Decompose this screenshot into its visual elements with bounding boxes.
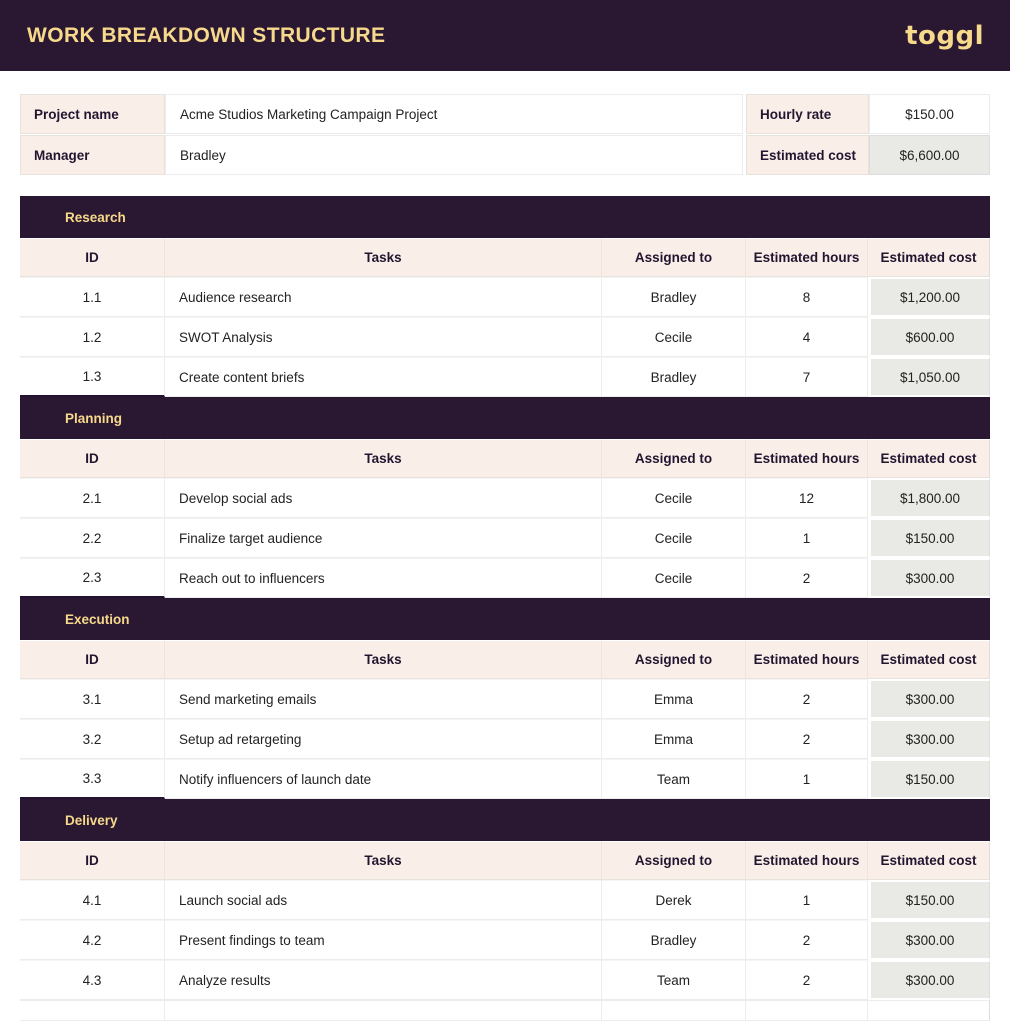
estimated-cost-label: Estimated cost: [746, 135, 869, 175]
cell-task: Reach out to influencers: [165, 558, 602, 598]
table-row: [20, 357, 990, 397]
cell-assigned: Team: [602, 759, 746, 799]
project-name-row: [20, 94, 743, 134]
cell-task: Send marketing emails: [165, 679, 602, 719]
cell-task: Develop social ads: [165, 478, 602, 518]
manager-value: Bradley: [165, 135, 743, 175]
table-row: [20, 920, 990, 960]
section-title: Delivery: [65, 812, 118, 828]
cell-cost: $1,200.00: [868, 277, 990, 317]
project-info-right: [746, 94, 990, 175]
section-title: Execution: [65, 611, 130, 627]
cell-assigned: Derek: [602, 880, 746, 920]
empty-cell: [165, 1000, 602, 1021]
cell-id: 3.1: [20, 679, 165, 719]
table-row: [20, 719, 990, 759]
cell-cost: $300.00: [868, 719, 990, 759]
table-row: [20, 759, 990, 799]
cell-hours: 1: [746, 759, 868, 799]
hourly-rate-label: Hourly rate: [746, 94, 869, 134]
section-header: [20, 799, 990, 841]
cell-cost: $150.00: [868, 759, 990, 799]
cell-id: 2.1: [20, 478, 165, 518]
manager-label: Manager: [20, 135, 165, 175]
column-header-id: ID: [20, 640, 165, 679]
column-header-tasks: Tasks: [165, 841, 602, 880]
manager-row: [20, 135, 743, 175]
cell-cost: $1,050.00: [868, 357, 990, 397]
hourly-rate-row: [746, 94, 990, 134]
column-header-estimated-cost: Estimated cost: [868, 841, 990, 880]
column-header-estimated-hours: Estimated hours: [746, 841, 868, 880]
table-row: [20, 317, 990, 357]
table-row: [20, 558, 990, 598]
cell-cost: $300.00: [868, 960, 990, 1000]
page-content: [20, 94, 990, 1021]
column-header-assigned-to: Assigned to: [602, 640, 746, 679]
empty-row: [20, 1000, 990, 1021]
column-header-tasks: Tasks: [165, 238, 602, 277]
cell-task: Setup ad retargeting: [165, 719, 602, 759]
cell-assigned: Cecile: [602, 317, 746, 357]
table-row: [20, 880, 990, 920]
column-header-estimated-cost: Estimated cost: [868, 439, 990, 478]
estimated-cost-value: $6,600.00: [869, 135, 990, 175]
wbs-section: [20, 799, 990, 1000]
cell-assigned: Emma: [602, 679, 746, 719]
column-header-row: [20, 640, 990, 679]
column-header-id: ID: [20, 238, 165, 277]
column-header-estimated-cost: Estimated cost: [868, 238, 990, 277]
cell-hours: 12: [746, 478, 868, 518]
cell-hours: 2: [746, 920, 868, 960]
estimated-cost-row: [746, 135, 990, 175]
column-header-estimated-hours: Estimated hours: [746, 238, 868, 277]
cell-hours: 2: [746, 679, 868, 719]
cell-hours: 2: [746, 719, 868, 759]
cell-hours: 1: [746, 880, 868, 920]
cell-task: Create content briefs: [165, 357, 602, 397]
section-body: [20, 277, 990, 397]
empty-cell: [602, 1000, 746, 1021]
cell-id: 4.2: [20, 920, 165, 960]
cell-id: 4.3: [20, 960, 165, 1000]
table-row: [20, 518, 990, 558]
project-info-left: [20, 94, 743, 175]
cell-hours: 2: [746, 960, 868, 1000]
cell-assigned: Bradley: [602, 277, 746, 317]
table-row: [20, 679, 990, 719]
cell-assigned: Cecile: [602, 478, 746, 518]
header-bar: [0, 0, 1010, 71]
cell-cost: $600.00: [868, 317, 990, 357]
project-name-label: Project name: [20, 94, 165, 134]
empty-cell: [746, 1000, 868, 1021]
column-header-estimated-hours: Estimated hours: [746, 640, 868, 679]
column-header-assigned-to: Assigned to: [602, 841, 746, 880]
cell-cost: $300.00: [868, 558, 990, 598]
wbs-section: [20, 598, 990, 799]
cell-cost: $150.00: [868, 880, 990, 920]
section-header: [20, 598, 990, 640]
cell-id: 2.2: [20, 518, 165, 558]
cell-assigned: Bradley: [602, 920, 746, 960]
cell-id: 3.3: [20, 759, 165, 799]
cell-id: 1.1: [20, 277, 165, 317]
cell-hours: 7: [746, 357, 868, 397]
cell-hours: 8: [746, 277, 868, 317]
cell-task: Notify influencers of launch date: [165, 759, 602, 799]
cell-task: Launch social ads: [165, 880, 602, 920]
section-body: [20, 880, 990, 1000]
cell-task: Audience research: [165, 277, 602, 317]
cell-hours: 4: [746, 317, 868, 357]
table-row: [20, 478, 990, 518]
column-header-tasks: Tasks: [165, 640, 602, 679]
section-title: Planning: [65, 410, 122, 426]
page-title: WORK BREAKDOWN STRUCTURE: [27, 23, 386, 47]
wbs-section: [20, 397, 990, 598]
empty-cell: [20, 1000, 165, 1021]
cell-assigned: Emma: [602, 719, 746, 759]
column-header-estimated-hours: Estimated hours: [746, 439, 868, 478]
empty-cell: [868, 1000, 990, 1021]
cell-task: Analyze results: [165, 960, 602, 1000]
column-header-id: ID: [20, 439, 165, 478]
cell-assigned: Team: [602, 960, 746, 1000]
cell-cost: $300.00: [868, 920, 990, 960]
project-info-block: [20, 94, 990, 175]
cell-task: Present findings to team: [165, 920, 602, 960]
cell-assigned: Cecile: [602, 518, 746, 558]
column-header-row: [20, 439, 990, 478]
cell-id: 3.2: [20, 719, 165, 759]
sections-container: [20, 196, 990, 1000]
cell-id: 4.1: [20, 880, 165, 920]
cell-task: SWOT Analysis: [165, 317, 602, 357]
column-header-row: [20, 841, 990, 880]
column-header-id: ID: [20, 841, 165, 880]
column-header-assigned-to: Assigned to: [602, 439, 746, 478]
section-header: [20, 196, 990, 238]
cell-id: 1.3: [20, 357, 165, 397]
hourly-rate-value: $150.00: [869, 94, 990, 134]
cell-cost: $1,800.00: [868, 478, 990, 518]
cell-cost: $150.00: [868, 518, 990, 558]
toggl-logo: toggl: [905, 20, 984, 51]
column-header-assigned-to: Assigned to: [602, 238, 746, 277]
column-header-estimated-cost: Estimated cost: [868, 640, 990, 679]
cell-hours: 1: [746, 518, 868, 558]
cell-cost: $300.00: [868, 679, 990, 719]
cell-assigned: Cecile: [602, 558, 746, 598]
cell-assigned: Bradley: [602, 357, 746, 397]
column-header-row: [20, 238, 990, 277]
project-name-value: Acme Studios Marketing Campaign Project: [165, 94, 743, 134]
section-header: [20, 397, 990, 439]
section-body: [20, 679, 990, 799]
cell-id: 2.3: [20, 558, 165, 598]
cell-hours: 2: [746, 558, 868, 598]
table-row: [20, 277, 990, 317]
cell-task: Finalize target audience: [165, 518, 602, 558]
section-title: Research: [65, 209, 126, 225]
cell-id: 1.2: [20, 317, 165, 357]
section-body: [20, 478, 990, 598]
wbs-section: [20, 196, 990, 397]
table-row: [20, 960, 990, 1000]
column-header-tasks: Tasks: [165, 439, 602, 478]
